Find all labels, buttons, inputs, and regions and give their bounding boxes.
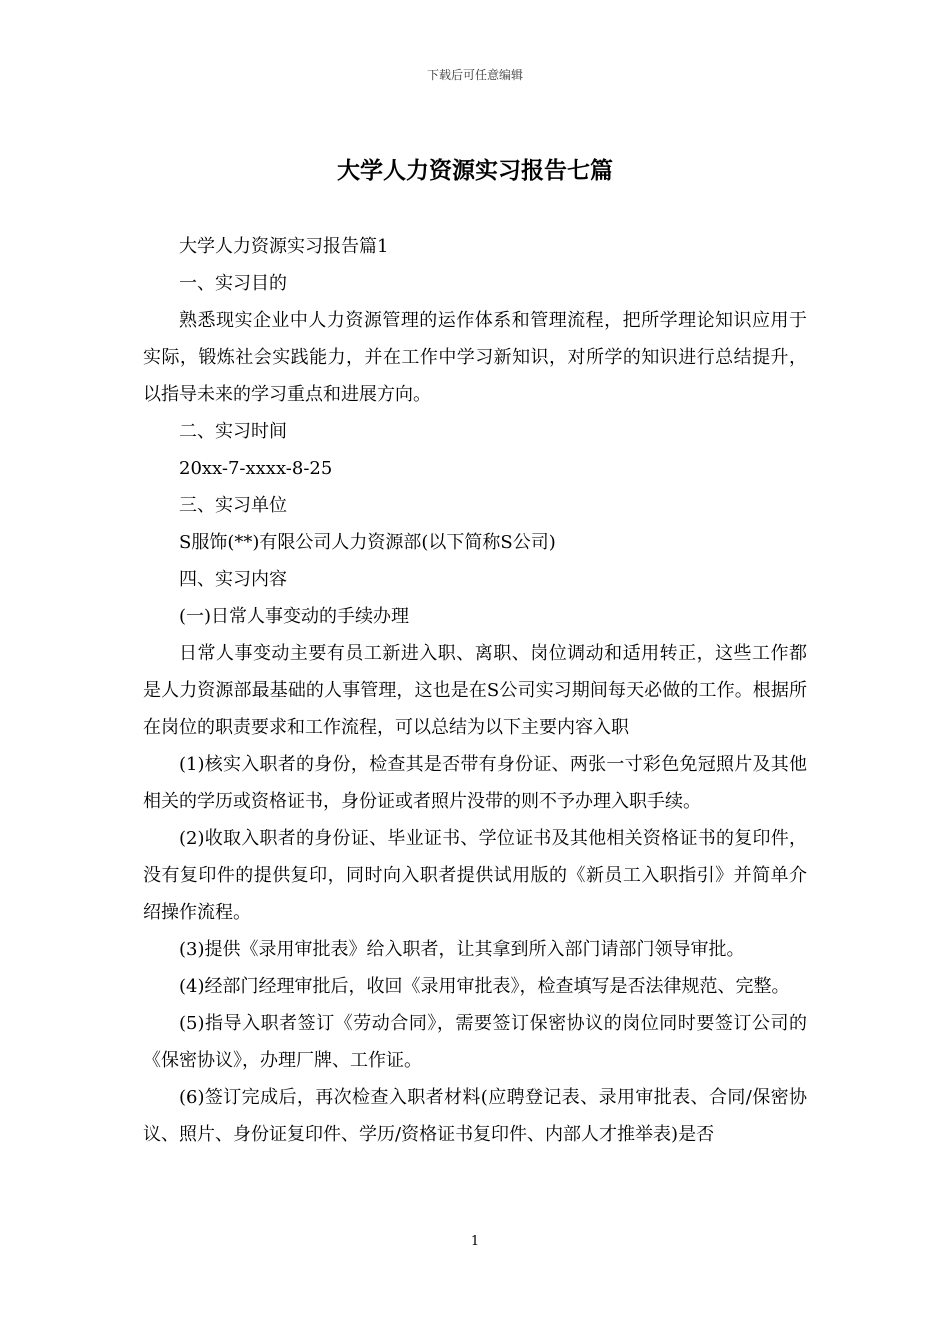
heading-purpose: 一、实习目的 bbox=[179, 273, 287, 294]
list-item-6: (6)签订完成后，再次检查入职者材料(应聘登记表、录用审批表、合同/保密协议、照片、身份证复印件、学历/资格证书复印件、内部人才推举表)是否 bbox=[143, 1087, 807, 1145]
document-body bbox=[143, 228, 807, 1153]
paragraph-personnel-changes: 日常人事变动主要有员工新进入职、离职、岗位调动和适用转正，这些工作都是人力资源部最基础的人事管理，这也是在S公司实习期间每天必做的工作。根据所在岗位的职责要求和工作流程，可以总结为以下主要内容入职 bbox=[143, 643, 807, 738]
list-item-5: (5)指导入职者签订《劳动合同》，需要签订保密协议的岗位同时要签订公司的《保密协议》，办理厂牌、工作证。 bbox=[143, 1013, 807, 1071]
paragraph-purpose: 熟悉现实企业中人力资源管理的运作体系和管理流程，把所学理论知识应用于实际，锻炼社会实践能力，并在工作中学习新知识，对所学的知识进行总结提升，以指导未来的学习重点和进展方向。 bbox=[143, 310, 807, 405]
heading-time: 二、实习时间 bbox=[179, 421, 287, 442]
paragraph-unit: S服饰(**)有限公司人力资源部(以下简称S公司) bbox=[179, 532, 556, 553]
heading-content: 四、实习内容 bbox=[179, 569, 287, 590]
page-number: 1 bbox=[470, 1234, 480, 1249]
paragraph-time: 20xx-7-xxxx-8-25 bbox=[179, 458, 333, 479]
list-item-4: (4)经部门经理审批后，收回《录用审批表》，检查填写是否法律规范、完整。 bbox=[179, 976, 790, 997]
list-item-3: (3)提供《录用审批表》给入职者，让其拿到所入部门请部门领导审批。 bbox=[179, 939, 745, 960]
section-heading-part-1: 大学人力资源实习报告篇1 bbox=[179, 236, 389, 257]
page-header-note: 下载后可任意编辑 bbox=[426, 68, 523, 82]
heading-unit: 三、实习单位 bbox=[179, 495, 287, 516]
list-item-1: (1)核实入职者的身份，检查其是否带有身份证、两张一寸彩色免冠照片及其他相关的学历或资格证书，身份证或者照片没带的则不予办理入职手续。 bbox=[143, 754, 807, 812]
subheading-personnel-changes: (一)日常人事变动的手续办理 bbox=[179, 606, 410, 627]
list-item-2: (2)收取入职者的身份证、毕业证书、学位证书及其他相关资格证书的复印件，没有复印件的提供复印，同时向入职者提供试用版的《新员工入职指引》并简单介绍操作流程。 bbox=[143, 828, 807, 923]
document-title: 大学人力资源实习报告七篇 bbox=[337, 157, 613, 184]
